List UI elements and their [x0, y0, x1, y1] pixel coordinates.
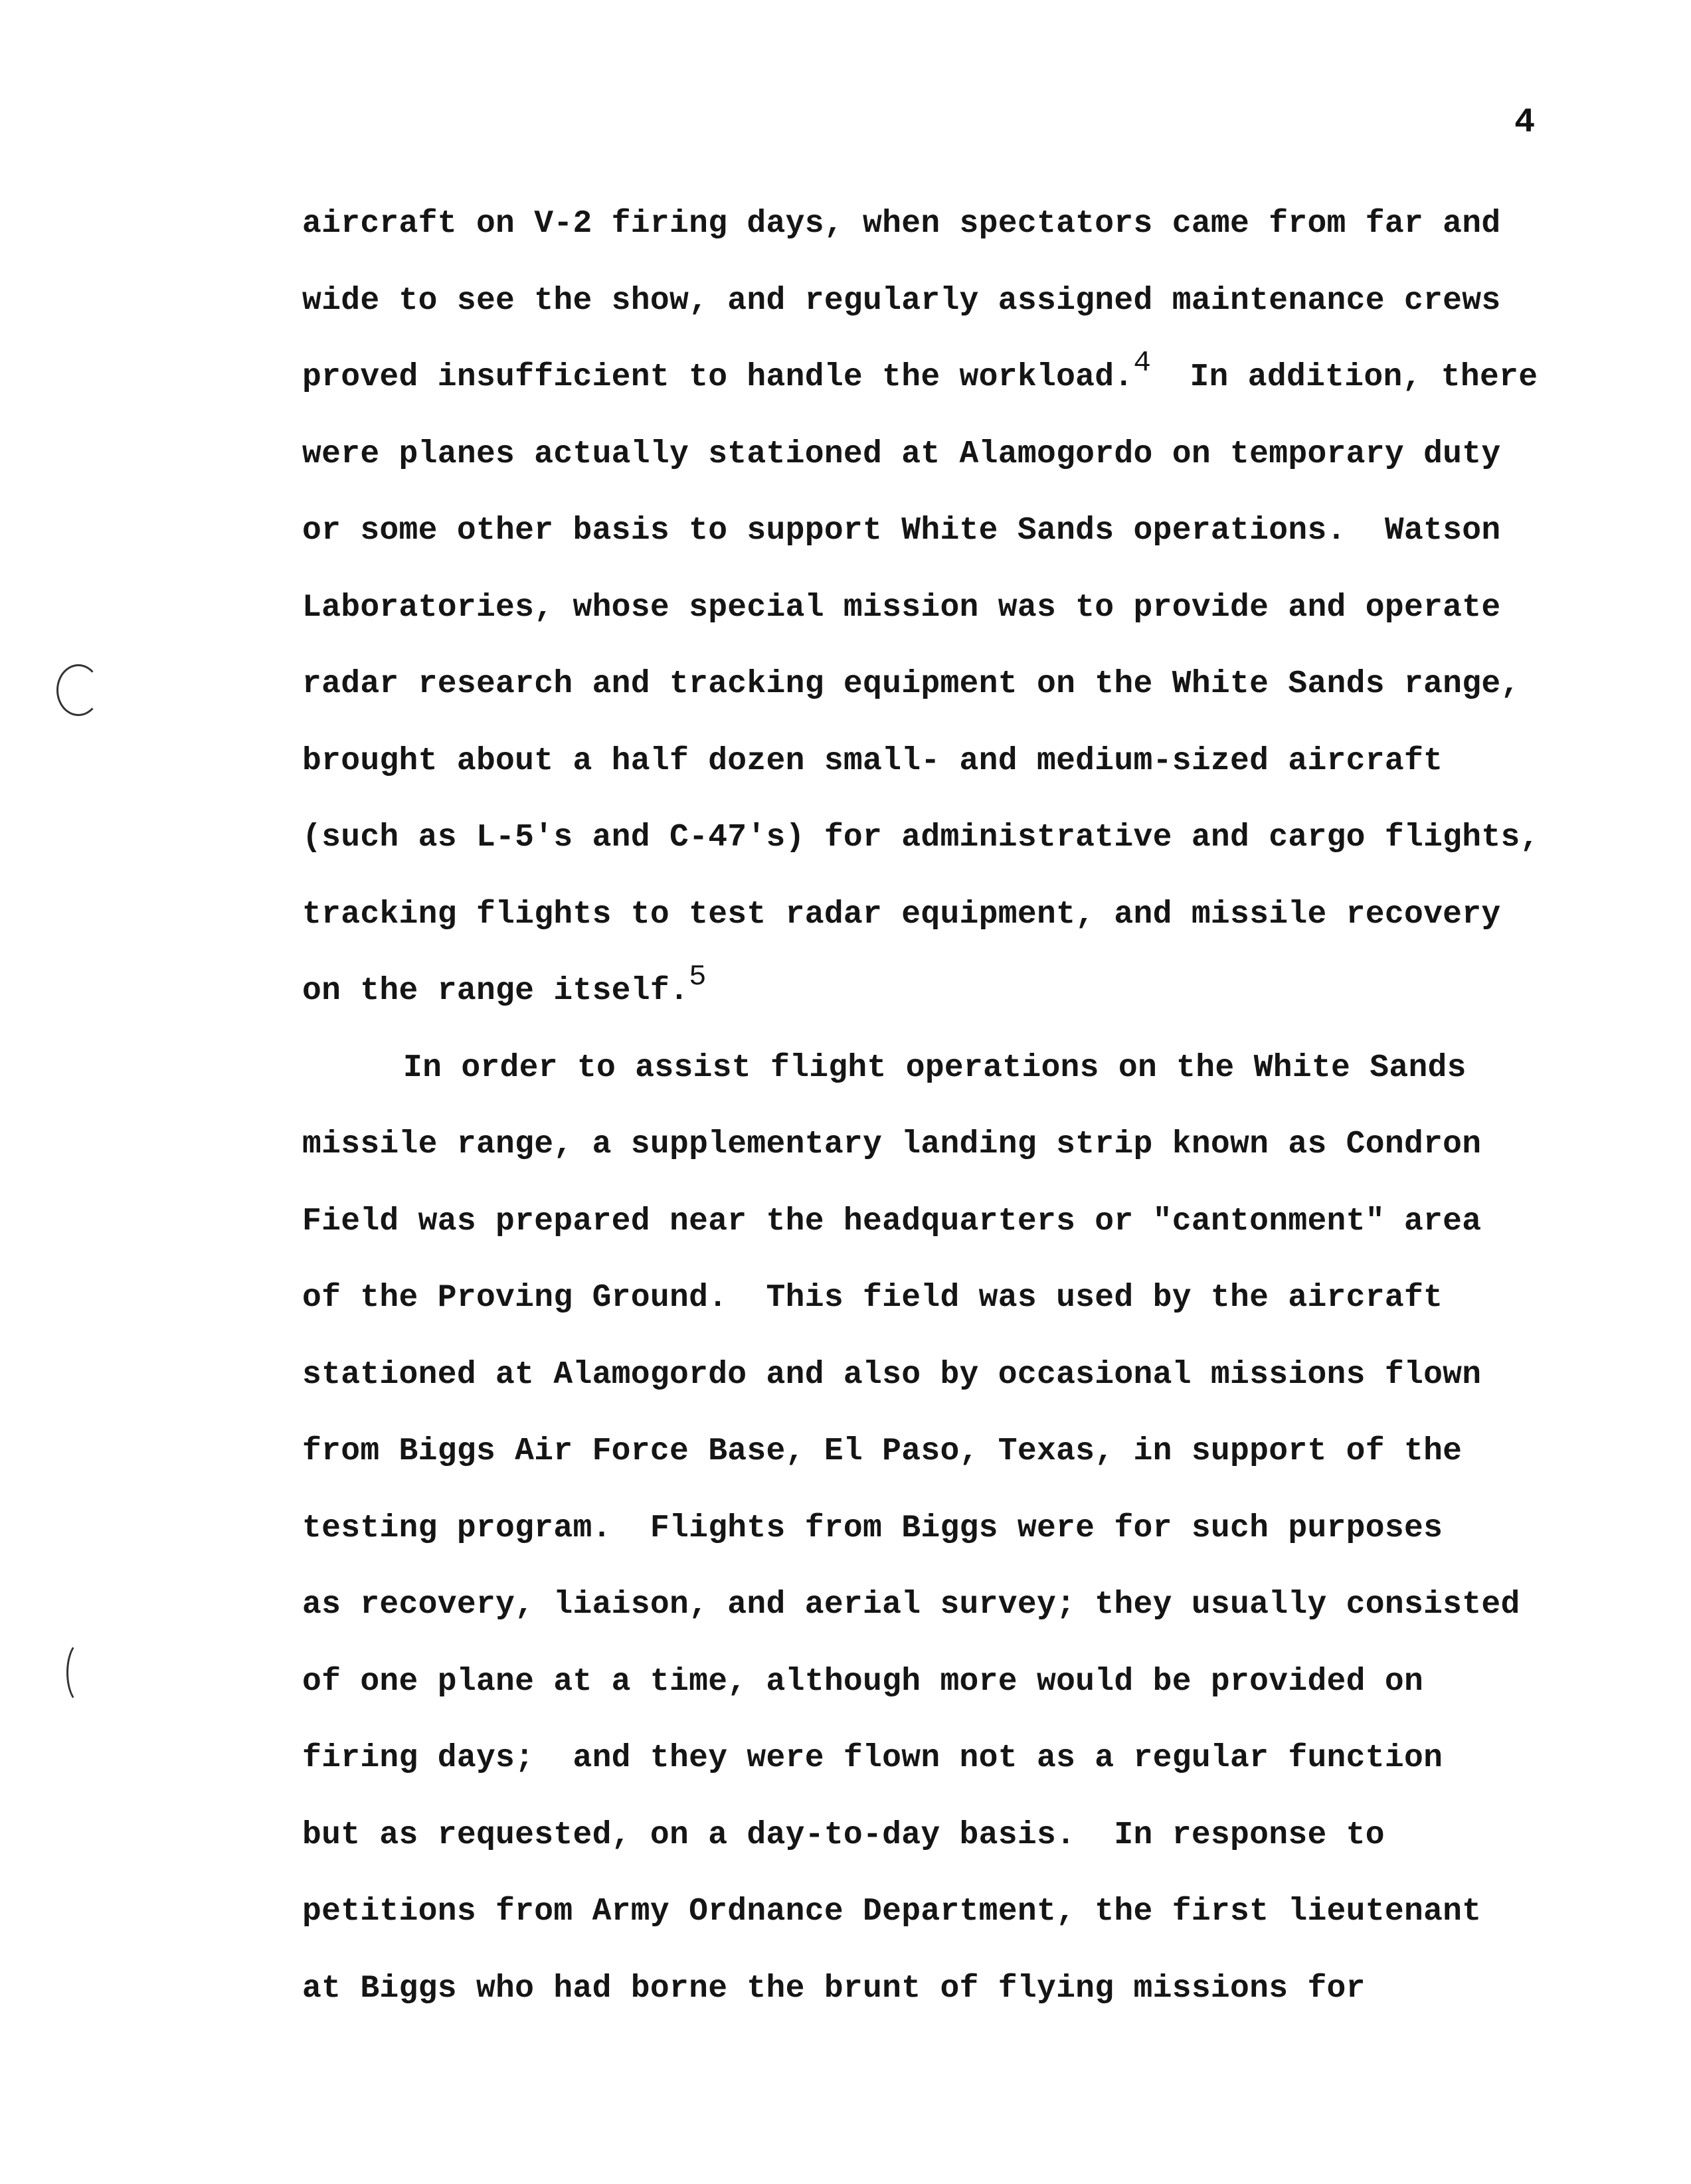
punch-hole-mark	[66, 1641, 97, 1704]
text-line: of the Proving Ground. This field was used by the aircraft	[302, 1280, 1443, 1316]
text-line: testing program. Flights from Biggs were for such purposes	[302, 1510, 1443, 1546]
text-line: aircraft on V-2 firing days, when spectators came from far and	[302, 206, 1501, 242]
text-line	[302, 960, 1631, 1050]
text-line: brought about a half dozen small- and medium-sized aircraft	[302, 743, 1443, 779]
text-line: wide to see the show, and regularly assigned maintenance crews	[302, 282, 1501, 319]
text-line: of one plane at a time, although more would be provided on	[302, 1663, 1424, 1700]
page-number: 4	[1514, 103, 1536, 142]
text-line: from Biggs Air Force Base, El Paso, Texas, in support of the	[302, 1433, 1463, 1469]
footnote-marker: 4	[1133, 347, 1152, 380]
text-segment: In addition, there	[1151, 359, 1538, 395]
paragraph-2	[302, 1050, 1631, 2048]
paragraph-1	[302, 206, 1631, 1050]
punch-hole-mark	[56, 664, 100, 716]
text-line: Laboratories, whose special mission was to provide and operate	[302, 589, 1501, 626]
text-line: petitions from Army Ordnance Department, the first lieutenant	[302, 1894, 1482, 1930]
text-line: firing days; and they were flown not as a regular function	[302, 1740, 1443, 1776]
text-line: were planes actually stationed at Alamogordo on temporary duty	[302, 436, 1501, 472]
text-line: Field was prepared near the headquarters or "cantonment" area	[302, 1203, 1482, 1239]
text-line	[302, 347, 1631, 436]
text-line: or some other basis to support White Sands operations. Watson	[302, 513, 1501, 549]
footnote-marker: 5	[689, 960, 707, 994]
text-segment: on the range itself.	[302, 973, 689, 1009]
text-line: at Biggs who had borne the brunt of flying missions for	[302, 1970, 1366, 2007]
text-line: missile range, a supplementary landing strip known as Condron	[302, 1127, 1482, 1162]
text-line: (such as L-5's and C-47's) for administrative and cargo flights,	[302, 820, 1540, 856]
text-line: but as requested, on a day-to-day basis. In response to	[302, 1817, 1385, 1853]
text-segment: proved insufficient to handle the workload.	[302, 359, 1134, 395]
text-line: as recovery, liaison, and aerial survey; they usually consisted	[302, 1587, 1520, 1623]
text-line: tracking flights to test radar equipment, and missile recovery	[302, 896, 1501, 933]
document-body	[302, 206, 1631, 2047]
text-line: radar research and tracking equipment on the White Sands range,	[302, 666, 1520, 702]
text-line: stationed at Alamogordo and also by occasional missions flown	[302, 1356, 1482, 1393]
text-line: In order to assist flight operations on the White Sands	[403, 1049, 1467, 1086]
